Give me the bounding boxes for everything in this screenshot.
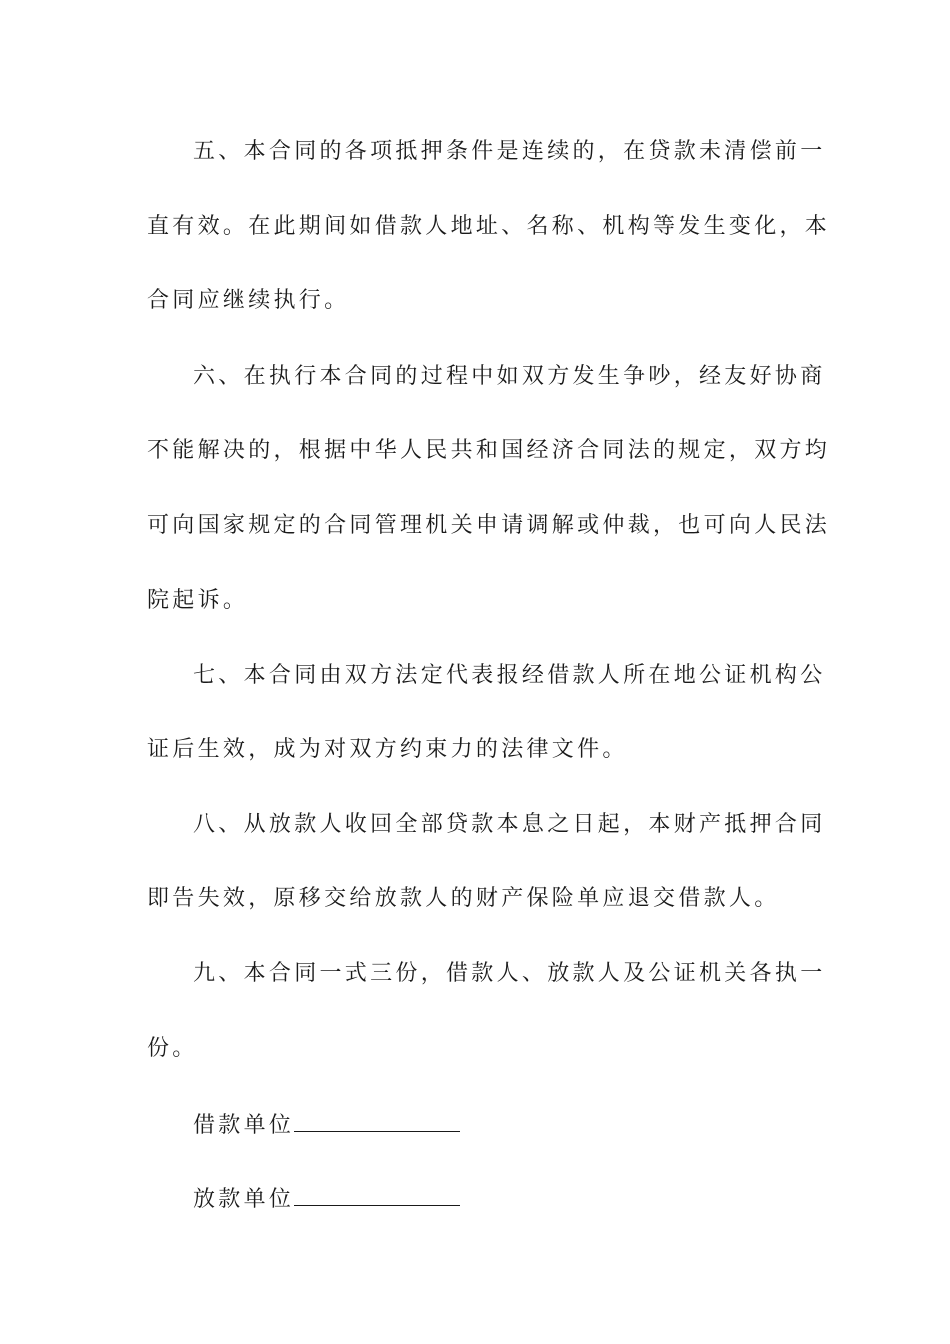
clause-6-line-1: 六、在执行本合同的过程中如双方发生争吵，经友好协商 (193, 364, 826, 389)
clause-5-line-2: 直有效。在此期间如借款人地址、名称、机构等发生变化，本 (147, 214, 831, 239)
clause-5-line-3: 合同应继续执行。 (147, 288, 350, 313)
clause-7-line-1: 七、本合同由双方法定代表报经借款人所在地公证机构公 (193, 663, 826, 688)
clause-9-line-1: 九、本合同一式三份，借款人、放款人及公证机关各执一 (193, 961, 826, 986)
clause-6-line-3: 可向国家规定的合同管理机关申请调解或仲裁，也可向人民法 (147, 513, 831, 538)
borrower-signature-line (193, 1109, 460, 1141)
lender-signature-line (193, 1183, 460, 1215)
clause-6-line-2: 不能解决的，根据中华人民共和国经济合同法的规定，双方均 (147, 438, 831, 463)
clause-8-line-1: 八、从放款人收回全部贷款本息之日起，本财产抵押合同 (193, 812, 826, 837)
clause-6-line-4: 院起诉。 (147, 588, 249, 613)
lender-blank (294, 1183, 460, 1206)
borrower-blank (294, 1109, 460, 1132)
clause-5-line-1: 五、本合同的各项抵押条件是连续的，在贷款未清偿前一 (193, 139, 826, 164)
borrower-label: 借款单位 (193, 1113, 295, 1138)
clause-8-line-2: 即告失效，原移交给放款人的财产保险单应退交借款人。 (147, 886, 780, 911)
clause-7-line-2: 证后生效，成为对双方约束力的法律文件。 (147, 737, 628, 762)
clause-9-line-2: 份。 (147, 1036, 198, 1061)
lender-label: 放款单位 (193, 1187, 295, 1212)
